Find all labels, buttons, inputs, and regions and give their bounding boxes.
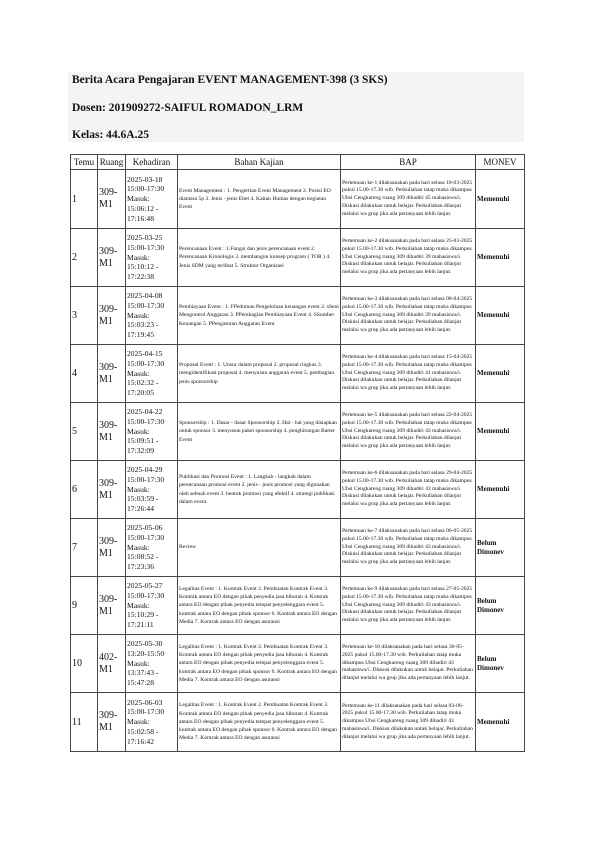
- cell-ruang: 309-M1: [98, 287, 126, 345]
- bap-table: [70, 154, 525, 752]
- cell-temu: 11: [71, 693, 98, 752]
- cell-bap: Pertemuan ke-4 dilaksanakan pada hari selasa 15-04-2025 pukul 15.00-17.30 wib. Perkuliahan tatap muka dikampus Ubsi Cengkareng ruang 309 dihadiri 41 mahasiswa/i. Diskusi dilakukan untuk belajar. Perkuliahan dilanjut melalui wa grup jika ada pertanyaan lebih lanjut.: [341, 345, 476, 403]
- cell-ruang: 309-M1: [98, 170, 126, 229]
- cell-bap: Pertemuan ke-1 dilaksanakan pada hari selasa 18-03-2025 pukul 15.00-17.30 wib. Perkuliahan tatap muka dikampus Ubsi Cengkareng ruang 309 dihadiri 45 mahasiswa/i. Diskusi dilakukan untuk belajar. Perkuliahan dilanjut melalui wa grup jika ada pertanyaan lebih lanjut.: [341, 170, 476, 229]
- cell-temu: 4: [71, 345, 98, 403]
- table-row: [71, 403, 525, 461]
- table-row: [71, 287, 525, 345]
- cell-temu: 10: [71, 635, 98, 693]
- cell-bahan-kajian: Pembiayaan Event : 1. FPedoman Pengelolaan keuangan event 2. sSeni Mengontrol Anggaran 3. PPembagian Pembiayaan Event 4. SSumber Keuangan 5. PPengaturan Anggaran Event: [178, 287, 341, 345]
- cell-bahan-kajian: Publikasi dan Promosi Event : 1. Langkah - langkah dalam perencanaan promosi event 2. jenis - jenis promosi yang digunakan oleh sebuah event 3. bentuk promosi yang efektif 4. strategi publikasi dalam event.: [178, 461, 341, 519]
- cell-kehadiran: 2025-04-15 15:00-17:30 Masuk: 15:02:32 - 17:20:05: [126, 345, 178, 403]
- cell-ruang: 309-M1: [98, 461, 126, 519]
- cell-ruang: 309-M1: [98, 693, 126, 752]
- cell-ruang: 309-M1: [98, 345, 126, 403]
- cell-bahan-kajian: Legalitas Event : 1. Kontrak Event 2. Pembuatan Kontrak Event 3. Kontrak antara EO dengan pihak penyedia jasa hiburan 4. Kontrak antara EO dengan pihak penyedia tempat penyelenggara event 5. kontrak antara EO dengan pihak sponsor 6. Kontrak antara EO dengan Media 7. Kontrak antara EO dengan asuransi: [178, 635, 341, 693]
- cell-bahan-kajian: Review: [178, 519, 341, 577]
- cell-bahan-kajian: Legalitas Event : 1. Kontrak Event 2. Pembuatan Kontrak Event 3. Kontrak antara EO dengan pihak penyedia jasa hiburan 4. Kontrak antara EO dengan pihak penyedia tempat penyelenggara event 5. kontrak antara EO dengan pihak sponsor 6. Kontrak antara EO dengan Media 7. Kontrak antara EO dengan asuransi: [178, 693, 341, 752]
- table-row: [71, 519, 525, 577]
- cell-bahan-kajian: Perencanaan Event : 1.Fungsi dan jenis perencanaan event 2. Perencanaan Kronologis 3. membangun konsep program ( TOR ) 4. Jenis SDM yang terlibat 5. Struktur Organisasi: [178, 229, 341, 287]
- cell-monev: Memenuhi: [476, 287, 525, 345]
- cell-bap: Pertemuan ke-11 dilaksanakan pada hari selasa 03-06-2025 pukul 15.00-17.30 wib. Perkuliahan tatap muka dikampus Ubsi Cengkareng ruang 309 dihadiri 43 mahasiswa/i. Diskusi dilakukan untuk belajar. Perkuliahan dilanjut melalui wa grup jika ada pertanyaan lebih lanjut.: [341, 693, 476, 752]
- page-title: Berita Acara Pengajaran EVENT MANAGEMENT-398 (3 SKS): [72, 74, 388, 86]
- cell-monev: Memenuhi: [476, 170, 525, 229]
- col-header-monev: MONEV: [476, 155, 525, 170]
- cell-temu: 2: [71, 229, 98, 287]
- cell-kehadiran: 2025-04-08 15:00-17:30 Masuk: 15:03:23 - 17:19:45: [126, 287, 178, 345]
- cell-bap: Pertemuan ke-3 dilaksanakan pada hari selasa 08-04-2025 pukul 15.00-17.30 wib. Perkuliahan tatap muka dikampus Ubsi Cengkareng ruang 309 dihadiri 39 mahasiswa/i. Diskusi dilakukan untuk belajar. Perkuliahan dilanjut melalui wa grup jika ada pertanyaan lebih lanjut.: [341, 287, 476, 345]
- cell-kehadiran: 2025-03-18 15:00-17:30 Masuk: 15:06:12 - 17:16:48: [126, 170, 178, 229]
- table-row: [71, 229, 525, 287]
- cell-kehadiran: 2025-04-29 15:00-17:30 Masuk: 15:03:59 - 17:26:44: [126, 461, 178, 519]
- cell-kehadiran: 2025-05-06 15:00-17:30 Masuk: 15:08:52 - 17:23:36: [126, 519, 178, 577]
- col-header-kehadiran: Kehadiran: [126, 155, 178, 170]
- cell-temu: 9: [71, 577, 98, 635]
- cell-bap: Pertemuan ke-2 dilaksanakan pada hari selasa 25-03-2025 pukul 15.00-17.30 wib. Perkuliahan tatap muka dikampus Ubsi Cengkareng ruang 309 dihadiri 39 mahasiswa/i. Diskusi dilakukan untuk belajar. Perkuliahan dilanjut melalui wa grup jika ada pertanyaan lebih lanjut.: [341, 229, 476, 287]
- cell-ruang: 402-M1: [98, 635, 126, 693]
- cell-kehadiran: 2025-03-25 15:00-17:30 Masuk: 15:10:12 - 17:22:38: [126, 229, 178, 287]
- dosen-label: Dosen: 201909272-SAIFUL ROMADON_LRM: [72, 102, 304, 114]
- cell-kehadiran: 2025-06-03 15:00-17:30 Masuk: 15:02:58 - 17:16:42: [126, 693, 178, 752]
- cell-monev: Memenuhi: [476, 693, 525, 752]
- table-row: [71, 635, 525, 693]
- document-header: [68, 72, 524, 142]
- cell-ruang: 309-M1: [98, 403, 126, 461]
- cell-temu: 6: [71, 461, 98, 519]
- cell-monev: Belum Dimonev: [476, 635, 525, 693]
- cell-bahan-kajian: Proposal Event : 1. Unsur dalam proposal 2. proposal ringkas 3. mengidentifikasi proposal 4. menyusun anggaran event 5. pembagian jenis sponsorship: [178, 345, 341, 403]
- cell-kehadiran: 2025-05-27 15:00-17:30 Masuk: 15:10:29 - 17:21:11: [126, 577, 178, 635]
- cell-monev: Belum Dimonev: [476, 519, 525, 577]
- table-row: [71, 345, 525, 403]
- cell-temu: 1: [71, 170, 98, 229]
- cell-temu: 7: [71, 519, 98, 577]
- cell-kehadiran: 2025-04-22 15:00-17:30 Masuk: 15:09:51 - 17:32:09: [126, 403, 178, 461]
- cell-ruang: 309-M1: [98, 577, 126, 635]
- cell-temu: 5: [71, 403, 98, 461]
- cell-bahan-kajian: Legalitas Event : 1. Kontrak Event 2. Pembuatan Kontrak Event 3. Kontrak antara EO dengan pihak penyedia jasa hiburan 4. Kontrak antara EO dengan pihak penyedia tempat penyelenggara event 5. kontrak antara EO dengan pihak sponsor 6. Kontrak antara EO dengan Media 7. Kontrak antara EO dengan asuransi: [178, 577, 341, 635]
- cell-monev: Memenuhi: [476, 345, 525, 403]
- cell-ruang: 309-M1: [98, 519, 126, 577]
- cell-bap: Pertemuan ke-10 dilaksanakan pada hari selasa 30-05-2025 pukul 15.00-17.30 wib. Perkuliahan tatap muka dikampus Ubsi Cengkareng ruang 309 dihadiri 43 mahasiswa/i. Diskusi dilakukan untuk belajar. Perkuliahan dilanjut melalui wa grup jika ada pertanyaan lebih lanjut.: [341, 635, 476, 693]
- table-row: [71, 170, 525, 229]
- table-row: [71, 693, 525, 752]
- cell-ruang: 309-M1: [98, 229, 126, 287]
- cell-bap: Pertemuan ke-7 dilaksanakan pada hari selasa 06-05-2025 pukul 15.00-17.30 wib. Perkuliahan tatap muka dikampus Ubsi Cengkareng ruang 309 dihadiri 43 mahasiswa/i. Diskusi dilakukan untuk belajar. Perkuliahan dilanjut melalui wa grup jika ada pertanyaan lebih lanjut.: [341, 519, 476, 577]
- cell-monev: Belum Dimonev: [476, 577, 525, 635]
- cell-monev: Memenuhi: [476, 461, 525, 519]
- col-header-bahan-kajian: Bahan Kajian: [178, 155, 341, 170]
- cell-monev: Memenuhi: [476, 403, 525, 461]
- col-header-temu: Temu: [71, 155, 98, 170]
- cell-monev: Memenuhi: [476, 229, 525, 287]
- cell-bap: Pertemuan ke-9 dilaksanakan pada hari selasa 27-05-2025 pukul 15.00-17.30 wib. Perkuliahan tatap muka dikampus Ubsi Cengkareng ruang 309 dihadiri 43 mahasiswa/i. Diskusi dilakukan untuk belajar. Perkuliahan dilanjut melalui wa grup jika ada pertanyaan lebih lanjut.: [341, 577, 476, 635]
- cell-bap: Pertemuan ke-5 dilaksanakan pada hari selasa 22-04-2025 pukul 15.00-17.30 wib. Perkuliahan tatap muka dikampus Ubsi Cengkareng ruang 309 dihadiri 43 mahasiswa/i. Diskusi dilakukan untuk belajar. Perkuliahan dilanjut melalui wa grup jika ada pertanyaan lebih lanjut.: [341, 403, 476, 461]
- col-header-ruang: Ruang: [98, 155, 126, 170]
- table-row: [71, 577, 525, 635]
- cell-bahan-kajian: Sponsorship : 1. Dasar - dasar Sponsorship 2. Hal - hal yang disiapkan untuk sponsor 3. menyusun paket sponsorship 4. penghitungan Barter Event: [178, 403, 341, 461]
- kelas-label: Kelas: 44.6A.25: [72, 129, 149, 141]
- cell-kehadiran: 2025-05-30 13:20-15:50 Masuk: 13:37:43 - 15:47:28: [126, 635, 178, 693]
- cell-temu: 3: [71, 287, 98, 345]
- cell-bahan-kajian: Event Management : 1. Pengertian Event Management 2. Posisi EO diantara 5p 3. Jenis - jenis Ebet 4. Kaitan Humas dengan kegiatan Event: [178, 170, 341, 229]
- table-row: [71, 461, 525, 519]
- cell-bap: Pertemuan ke-6 dilaksanakan pada hari selasa 29-04-2025 pukul 15.00-17.30 wib. Perkuliahan tatap muka dikampus Ubsi Cengkareng ruang 309 dihadiri 43 mahasiswa/i. Diskusi dilakukan untuk belajar. Perkuliahan dilanjut melalui wa grup jika ada pertanyaan lebih lanjut.: [341, 461, 476, 519]
- col-header-bap: BAP: [341, 155, 476, 170]
- table-header-row: [71, 155, 525, 170]
